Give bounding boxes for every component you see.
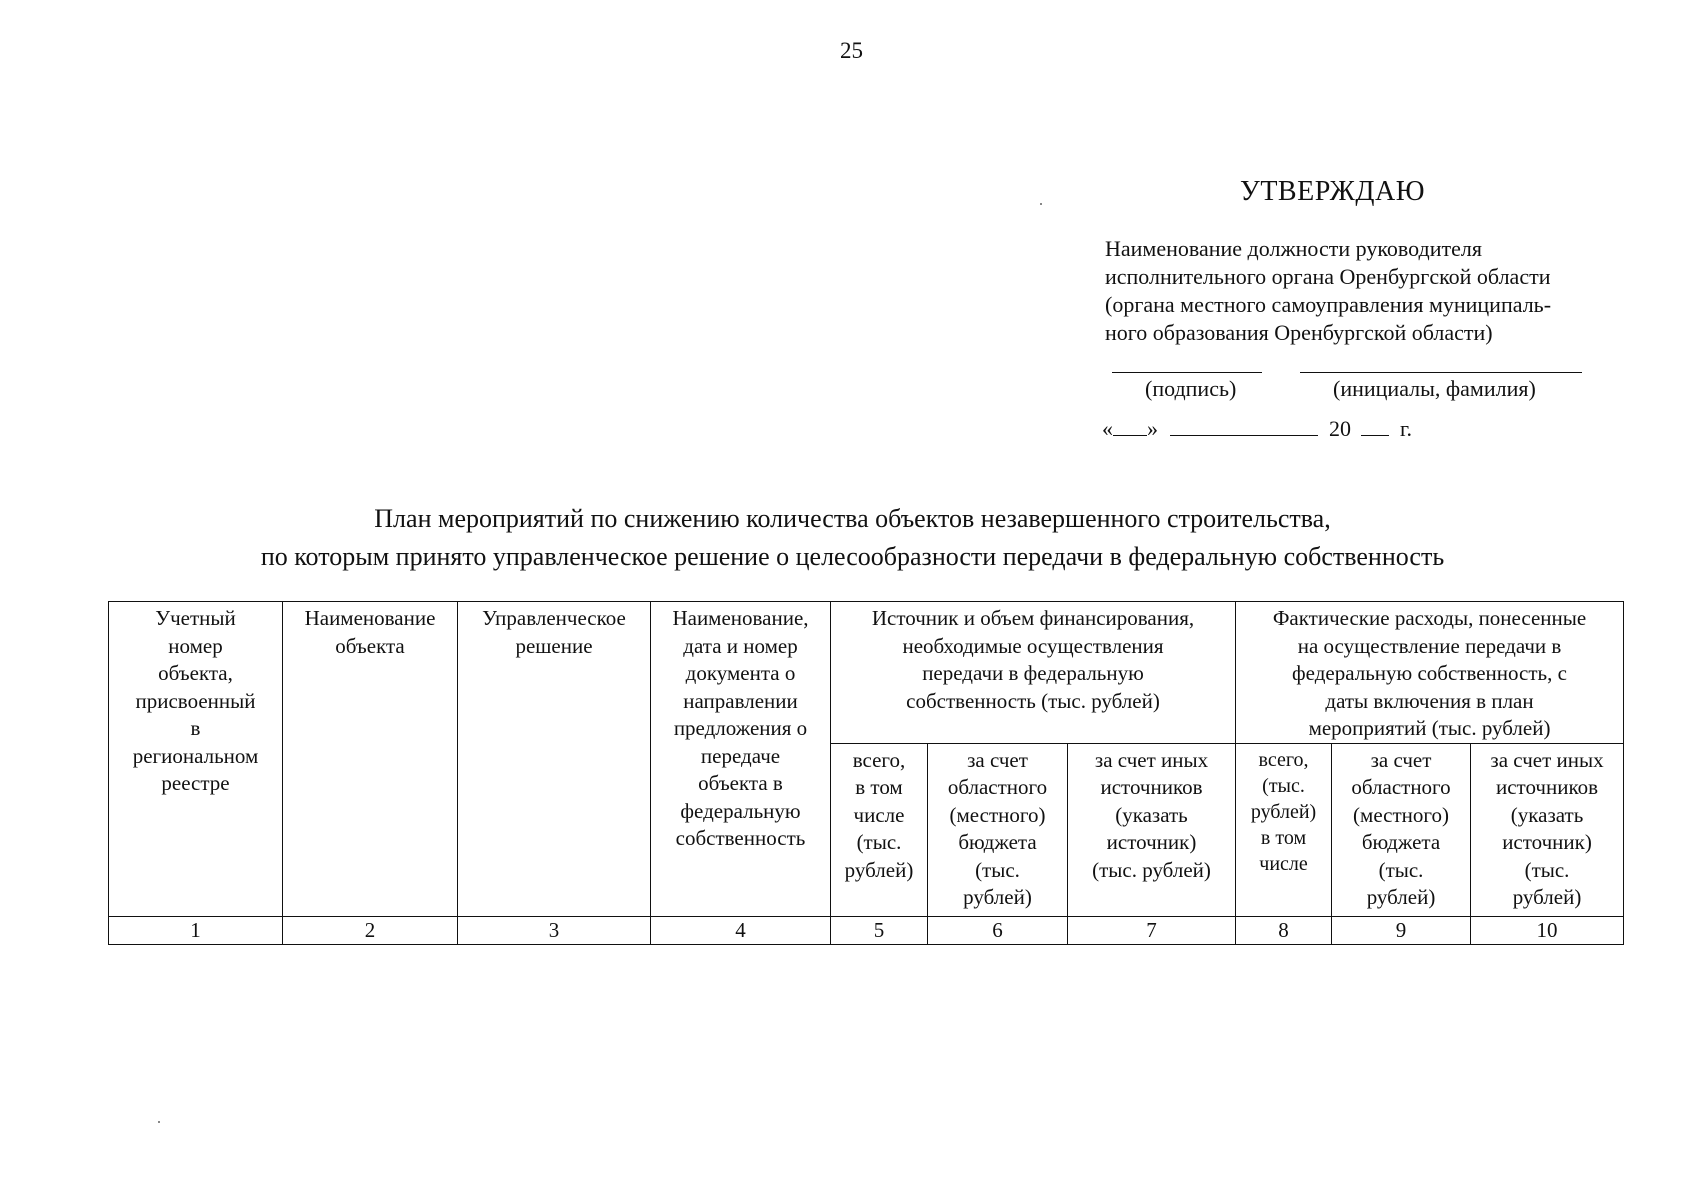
- signature-line: [1112, 372, 1262, 373]
- year-prefix: 20: [1329, 416, 1351, 441]
- column-number: 8: [1236, 916, 1332, 944]
- column-number: 6: [928, 916, 1068, 944]
- date-close-quote: »: [1147, 416, 1158, 441]
- name-caption: (инициалы, фамилия): [1333, 376, 1536, 401]
- header-financing-other-sources: за счет иных источников (указать источник) (тыс. рублей): [1068, 743, 1236, 916]
- plan-table: [108, 601, 1624, 945]
- scan-speck: [158, 1121, 160, 1123]
- name-line: [1300, 372, 1582, 373]
- column-number: 10: [1471, 916, 1624, 944]
- signature-caption: (подпись): [1145, 376, 1237, 401]
- page-number: 25: [840, 38, 863, 63]
- approval-line: (органа местного самоуправления муниципаль-: [1105, 292, 1552, 317]
- header-management-decision: Управленческое решение: [458, 602, 651, 917]
- column-number: 9: [1332, 916, 1471, 944]
- header-financing-regional-budget: за счет областного (местного) бюджета (тыс. рублей): [928, 743, 1068, 916]
- header-group-financing: Источник и объем финансирования, необходимые осуществления передачи в федеральную собственность (тыс. рублей): [831, 602, 1236, 744]
- header-group-actual-expenses: Фактические расходы, понесенные на осуществление передачи в федеральную собственность, с даты включения в план мероприятий (тыс. рублей): [1236, 602, 1624, 744]
- document-title-line: План мероприятий по снижению количества объектов незавершенного строительства,: [374, 504, 1331, 533]
- header-account-number: Учетный номер объекта, присвоенный в региональном реестре: [109, 602, 283, 917]
- year-blank: [1361, 417, 1389, 436]
- column-number: 7: [1068, 916, 1236, 944]
- approval-line: исполнительного органа Оренбургской области: [1105, 264, 1551, 289]
- approval-date-line: [1102, 416, 1412, 442]
- header-actual-total: всего, (тыс. рублей) в том числе: [1236, 743, 1332, 916]
- approval-line: Наименование должности руководителя: [1105, 236, 1482, 261]
- column-number: 4: [651, 916, 831, 944]
- approval-position-text: [1105, 235, 1625, 347]
- day-blank: [1113, 417, 1147, 436]
- column-number: 1: [109, 916, 283, 944]
- column-number: 5: [831, 916, 928, 944]
- month-blank: [1170, 417, 1318, 436]
- document-title-line: по которым принято управленческое решение о целесообразности передачи в федеральную собственность: [260, 542, 1445, 571]
- header-actual-regional-budget: за счет областного (местного) бюджета (тыс. рублей): [1332, 743, 1471, 916]
- approval-line: ного образования Оренбургской области): [1105, 320, 1493, 345]
- scan-speck: [1040, 203, 1042, 205]
- header-financing-total: всего, в том числе (тыс. рублей): [831, 743, 928, 916]
- column-number: 3: [458, 916, 651, 944]
- column-number: 2: [283, 916, 458, 944]
- header-object-name: Наименование объекта: [283, 602, 458, 917]
- year-suffix: г.: [1400, 416, 1413, 441]
- header-actual-other-sources: за счет иных источников (указать источник) (тыс. рублей): [1471, 743, 1624, 916]
- document-title: [0, 500, 1695, 576]
- approval-title: УТВЕРЖДАЮ: [1240, 176, 1425, 207]
- header-transfer-document: Наименование, дата и номер документа о направлении предложения о передаче объекта в федеральную собственность: [651, 602, 831, 917]
- date-open-quote: «: [1102, 416, 1113, 441]
